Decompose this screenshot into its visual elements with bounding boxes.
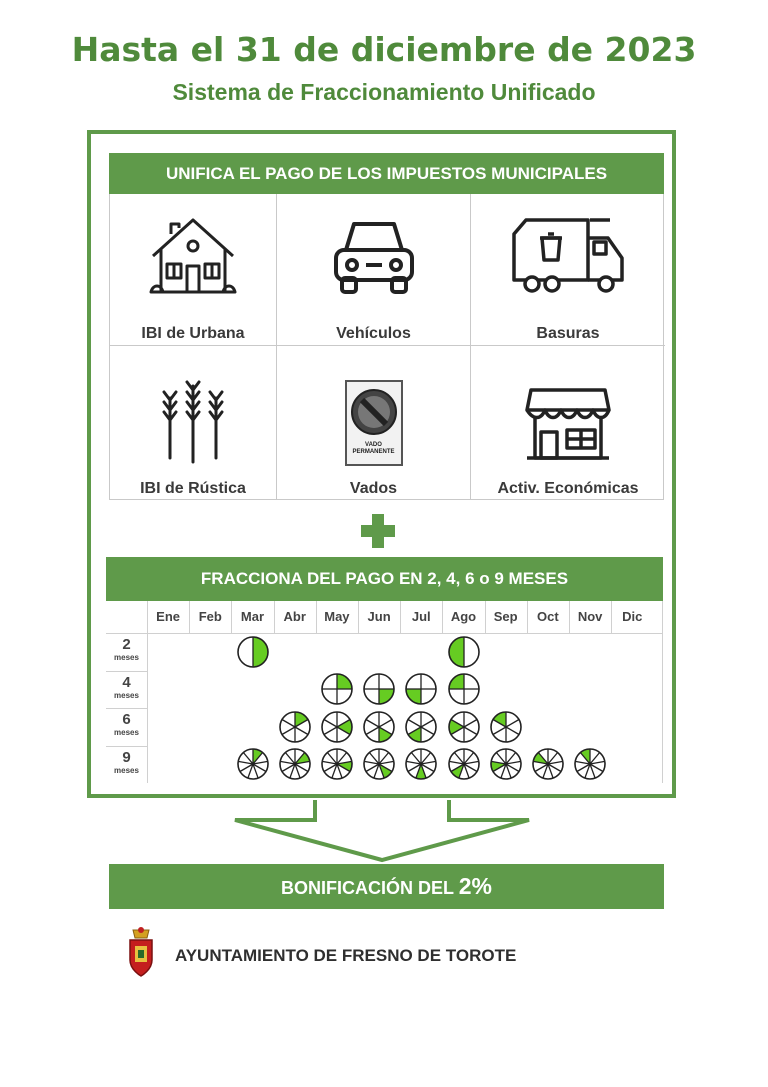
vado-sign-text: VADO PERMANENTE [352, 442, 395, 455]
car-icon [328, 212, 420, 298]
plan-count: 6 [122, 711, 131, 728]
garbage-truck-icon [508, 212, 628, 298]
month-label: Abr [283, 609, 306, 624]
plan-count: 9 [122, 748, 131, 766]
bonus-prefix: BONIFICACIÓN DEL [281, 878, 459, 898]
bonus-banner [109, 864, 664, 909]
installment-pie [362, 747, 396, 781]
plan-label [106, 675, 147, 701]
month-label: Nov [577, 609, 603, 624]
plan-count: 4 [122, 673, 131, 691]
month-label: Jul [411, 609, 431, 624]
month-label: Jun [367, 609, 391, 624]
installment-pie [362, 710, 396, 744]
month-label: Oct [537, 609, 559, 624]
grid-line [106, 671, 147, 672]
installment-pie [447, 747, 481, 781]
installment-pie [404, 710, 438, 744]
tax-label: Basuras [536, 325, 600, 342]
month-label: Sep [493, 609, 518, 624]
footer-org: AYUNTAMIENTO DE FRESNO DE TOROTE [175, 946, 517, 965]
tax-item-basuras [471, 194, 665, 346]
installment-pie [447, 672, 481, 706]
installment-pie [489, 747, 523, 781]
month-label: Ene [156, 609, 181, 624]
coat-of-arms-icon [127, 926, 155, 978]
installment-pie [531, 747, 565, 781]
month-label: Mar [240, 609, 265, 624]
schedule-heading: FRACCIONA DEL PAGO EN 2, 4, 6 o 9 MESES [106, 557, 663, 601]
page-subtitle: Sistema de Fraccionamiento Unificado [172, 79, 596, 105]
tax-item-ibi-rustica [110, 346, 277, 500]
installment-pie [320, 672, 354, 706]
installment-pie [236, 635, 270, 669]
installment-pie [447, 635, 481, 669]
plan-unit: meses [114, 765, 139, 775]
month-label: Dic [622, 609, 643, 624]
plan-label [106, 712, 147, 738]
down-arrow-icon [229, 800, 535, 864]
tax-item-activ-economicas [471, 346, 665, 500]
plan-unit: meses [114, 690, 139, 700]
month-label: May [324, 609, 350, 624]
page-title: Hasta el 31 de diciembre de 2023 [71, 30, 697, 69]
installment-pie [236, 747, 270, 781]
installment-pie [489, 710, 523, 744]
tax-label: Vados [349, 480, 398, 497]
installment-pie [573, 747, 607, 781]
shop-icon [523, 384, 613, 464]
taxes-heading: UNIFICA EL PAGO DE LOS IMPUESTOS MUNICIPALES [109, 153, 664, 194]
installment-schedule [106, 601, 663, 783]
grid-line [662, 601, 663, 783]
installment-pie [404, 672, 438, 706]
plan-unit: meses [114, 728, 139, 737]
plan-count: 2 [122, 636, 131, 653]
plus-icon [361, 514, 395, 548]
plan-label [106, 637, 147, 663]
grid-line [106, 746, 147, 747]
bonus-value: 2% [458, 873, 492, 899]
installment-pie [362, 672, 396, 706]
tax-label: Vehículos [336, 325, 411, 342]
installment-pie [320, 747, 354, 781]
tax-item-vados [277, 346, 471, 500]
tax-label: Activ. Económicas [497, 480, 639, 497]
tax-item-ibi-urbana [110, 194, 277, 346]
installment-pie [320, 710, 354, 744]
plan-unit: meses [114, 653, 139, 662]
tax-item-vehiculos [277, 194, 471, 346]
tax-label: IBI de Urbana [141, 325, 245, 342]
taxes-grid [109, 194, 664, 500]
installment-pie [447, 710, 481, 744]
installment-pie [278, 710, 312, 744]
grid-line [106, 708, 147, 709]
installment-pie [278, 747, 312, 781]
house-icon [147, 212, 239, 298]
plan-label [106, 750, 147, 776]
tax-label: IBI de Rústica [140, 480, 246, 497]
wheat-icon [158, 378, 228, 468]
grid-line [106, 633, 663, 634]
installment-pie [404, 747, 438, 781]
month-label: Feb [198, 609, 222, 624]
month-label: Ago [450, 609, 477, 624]
